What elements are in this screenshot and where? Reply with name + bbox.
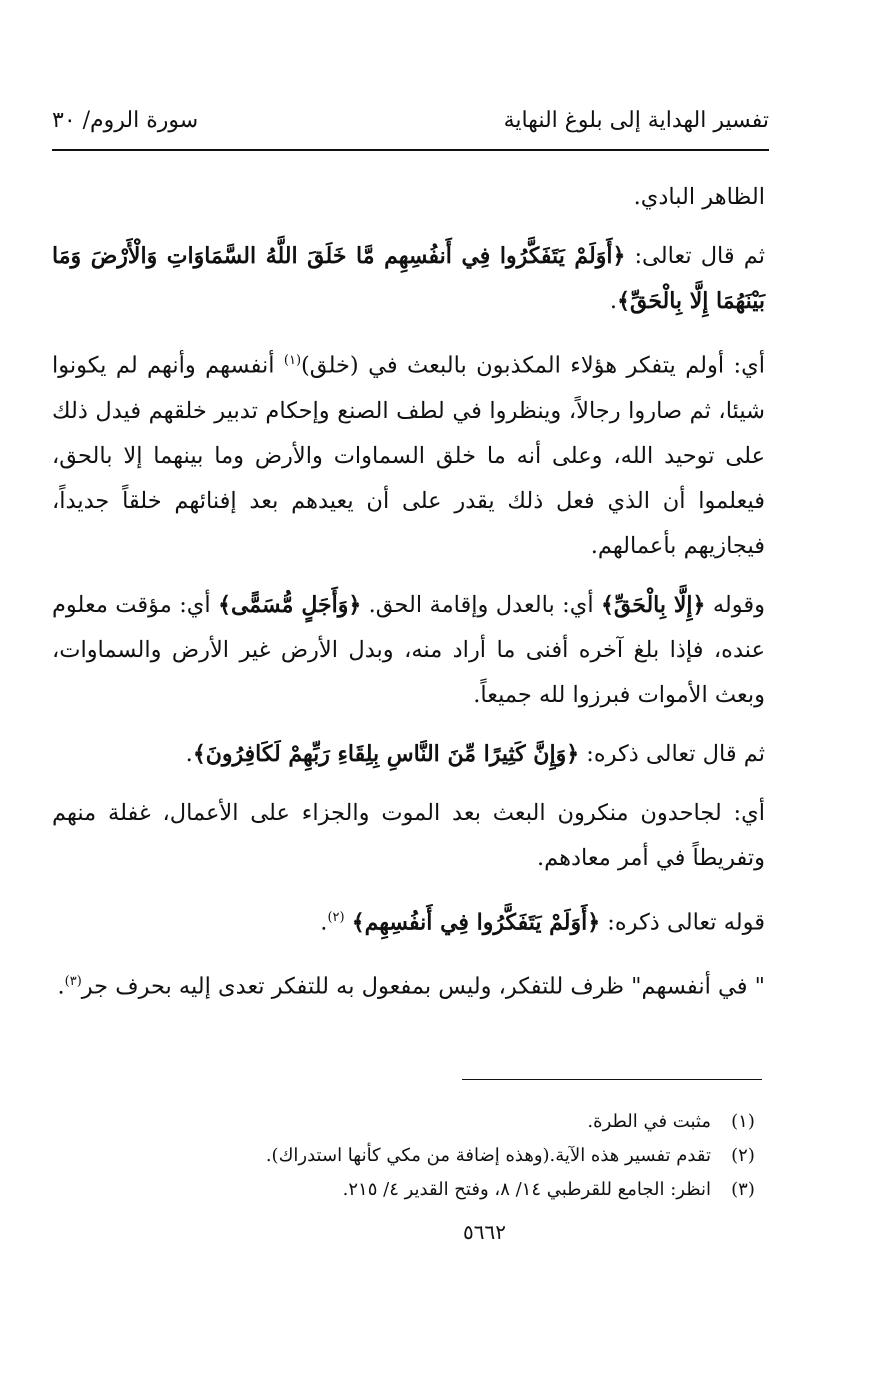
paragraph-6: أي: لجاحدون منكرون البعث بعد الموت والجزاء على الأعمال، غفلة منهم وتفريطاً في أمر معادهم. [52,799,765,871]
footnote-1 [110,1105,761,1139]
footnote-ref: (٢) [327,909,345,925]
quran-verse: ﴿إِلَّا بِالْحَقِّ﴾ [601,591,706,618]
paragraph-8: " في أنفسهم" ظرف للتفكر، وليس بمفعول به للتفكر تعدى إليه بحرف جر$^{(٣)}$. [57,973,765,1000]
quran-verse: ﴿أَوَلَمْ يَتَفَكَّرُوا فِي أَنفُسِهِم مَّا خَلَقَ اللَّهُ السَّمَاوَاتِ وَالْأَرْضَ وَمَا بَيْنَهُمَا إِلَّا بِالْحَقِّ﴾ [52,243,765,314]
header-rule [52,149,769,151]
running-header [52,100,769,140]
footnote-ref: (١) [283,353,302,368]
footnotes [110,1105,761,1207]
footnote-text: انظر: الجامع للقرطبي ١٤/ ٨، وفتح القدير ٤/ ٢١٥. [342,1179,711,1200]
paragraph-4: وقوله ﴿إِلَّا بِالْحَقِّ﴾ أي: بالعدل وإقامة الحق. ﴿وَأَجَلٍ مُّسَمًّى﴾ أي: مؤقت معلوم عنده، فإذا بلغ آخره أفنى ما أراد منه، وبدل الأرض غير الأرض والسماوات، وبعث الأموات فبرزوا لله جميعاً. [52,591,765,708]
surah-info: سورة الروم/ ٣٠ [52,107,199,133]
paragraph-2: ثم قال تعالى: ﴿أَوَلَمْ يَتَفَكَّرُوا فِي أَنفُسِهِم مَّا خَلَقَ اللَّهُ السَّمَاوَاتِ وَالْأَرْضَ وَمَا بَيْنَهُمَا إِلَّا بِالْحَقِّ﴾. [52,243,765,314]
footnote-text: تقدم تفسير هذه الآية.(وهذه إضافة من مكي كأنها استدراك). [265,1145,711,1166]
paragraph-3: أي: أولم يتفكر هؤلاء المكذبون بالبعث في (خلق)$^{(١)}$ أنفسهم وأنهم لم يكونوا شيئا، ثم صاروا رجالاً، وينظروا في لطف الصنع وإحكام تدبير خلقهم فيدل ذلك على توحيد الله، وعلى أنه ما خلق السماوات والأرض وما بينهما إلا بالحق، فيعلموا أن الذي فعل ذلك يقدر على أن يعيدهم بعد إفنائهم خلقاً جديداً، فيجازيهم بأعمالهم. [52,352,765,559]
footnote-3 [110,1173,761,1207]
footnote-number: (٢) [731,1145,755,1166]
footnote-ref: (٣) [64,974,82,989]
book-title: تفسير الهداية إلى بلوغ النهاية [503,107,769,133]
paragraph-7: قوله تعالى ذكره: ﴿أَوَلَمْ يَتَفَكَّرُوا فِي أَنفُسِهِم﴾ $^{(٢)}$. [320,909,765,935]
quran-verse: ﴿أَوَلَمْ يَتَفَكَّرُوا فِي أَنفُسِهِم﴾ [351,909,601,935]
main-text [52,175,765,1024]
quran-verse: ﴿وَأَجَلٍ مُّسَمًّى﴾ [218,591,362,618]
page-number: ٥٦٦٢ [463,1220,506,1244]
footnote-text: مثبت في الطرة. [587,1111,711,1132]
paragraph-1: الظاهر البادي. [633,184,765,210]
footnote-number: (١) [731,1111,755,1132]
footnote-rule [462,1079,762,1080]
paragraph-5: ثم قال تعالى ذكره: ﴿وَإِنَّ كَثِيرًا مِّنَ النَّاسِ بِلِقَاءِ رَبِّهِمْ لَكَافِرُونَ﴾. [185,740,765,767]
footnote-number: (٣) [731,1179,755,1200]
footnote-2 [110,1139,761,1173]
quran-verse: ﴿وَإِنَّ كَثِيرًا مِّنَ النَّاسِ بِلِقَاءِ رَبِّهِمْ لَكَافِرُونَ﴾ [192,740,580,767]
